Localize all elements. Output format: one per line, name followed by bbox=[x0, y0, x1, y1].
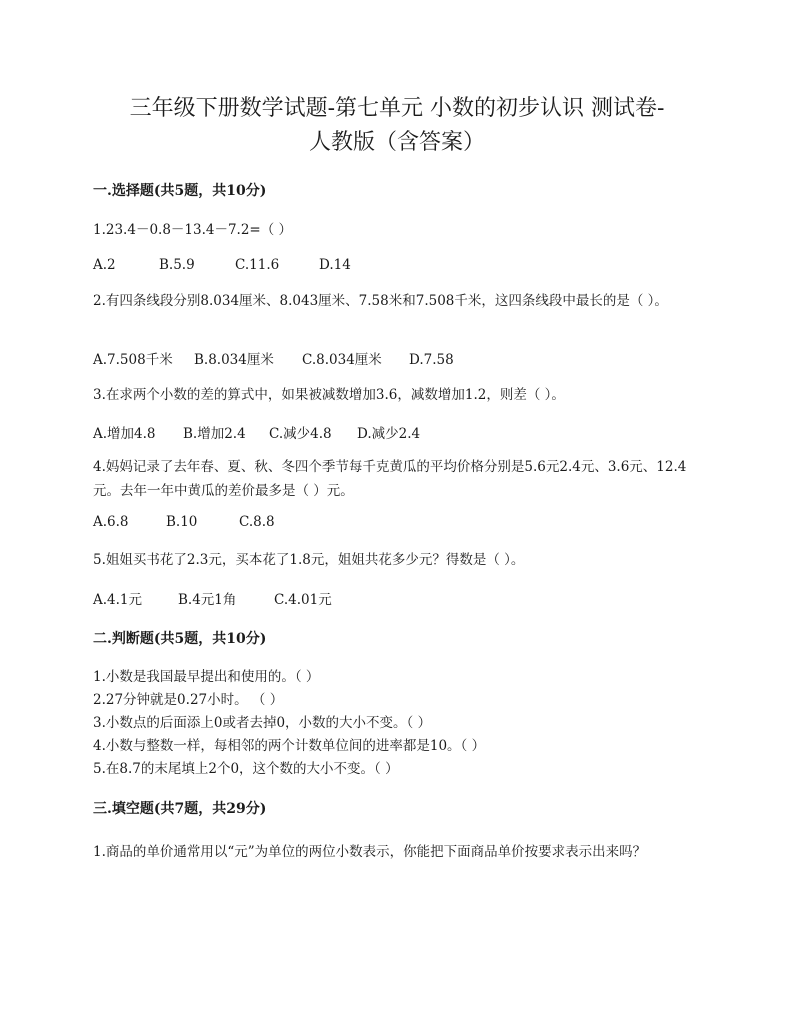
option-a: A.6.8 bbox=[93, 514, 129, 530]
options-1-5 bbox=[93, 588, 332, 608]
section-heading-choice: 一.选择题(共5题，共10分) bbox=[93, 183, 267, 199]
option-d: D.减少2.4 bbox=[357, 426, 421, 442]
section-heading-judgement: 二.判断题(共5题，共10分) bbox=[93, 631, 267, 647]
judgement-item: 1.小数是我国最早提出和使用的。（ ） bbox=[93, 669, 320, 685]
option-c: C.4.01元 bbox=[274, 592, 332, 608]
options-1-2 bbox=[93, 348, 454, 368]
judgement-item: 2.27分钟就是0.27小时。 （ ） bbox=[93, 692, 284, 708]
section-heading-fill: 三.填空题(共7题，共29分) bbox=[93, 801, 267, 817]
judgement-item: 3.小数点的后面添上0或者去掉0，小数的大小不变。（ ） bbox=[93, 715, 432, 731]
judgement-item: 4.小数与整数一样，每相邻的两个计数单位间的进率都是10。（ ） bbox=[93, 738, 486, 754]
title-line-2: 人教版（含答案） bbox=[308, 130, 485, 155]
option-b: B.5.9 bbox=[159, 257, 195, 273]
options-1-3 bbox=[93, 422, 420, 442]
option-a: A.4.1元 bbox=[93, 592, 143, 608]
option-c: C.8.034厘米 bbox=[302, 352, 382, 368]
option-d: D.7.58 bbox=[409, 352, 454, 368]
option-c: C.减少4.8 bbox=[269, 426, 332, 442]
judgement-list bbox=[93, 666, 485, 781]
question-1-2: 2.有四条线段分别8.034厘米、8.043厘米、7.58米和7.508千米，这四条线段中最长的是（ ）。 bbox=[93, 293, 668, 309]
option-a: A.7.508千米 bbox=[93, 352, 173, 368]
option-b: B.10 bbox=[166, 514, 198, 530]
option-a: A.增加4.8 bbox=[93, 426, 156, 442]
option-c: C.8.8 bbox=[239, 514, 275, 530]
title-line-1: 三年级下册数学试题-第七单元 小数的初步认识 测试卷- bbox=[129, 96, 665, 121]
options-1-4 bbox=[93, 514, 275, 530]
question-1-3: 3.在求两个小数的差的算式中，如果被减数增加3.6，减数增加1.2，则差（ ）。 bbox=[93, 387, 565, 403]
question-3-1: 1.商品的单价通常用以“元”为单位的两位小数表示，你能把下面商品单价按要求表示出来吗？ bbox=[93, 844, 647, 860]
options-1-1 bbox=[93, 257, 351, 273]
option-c: C.11.6 bbox=[235, 257, 280, 273]
option-a: A.2 bbox=[93, 257, 116, 273]
question-1-5: 5.姐姐买书花了2.3元，买本花了1.8元，姐姐共花多少元？得数是（ ）。 bbox=[93, 552, 525, 568]
option-b: B.4元1角 bbox=[178, 592, 237, 608]
document-title bbox=[90, 92, 704, 160]
option-b: B.增加2.4 bbox=[183, 426, 246, 442]
question-1-4: 4.妈妈记录了去年春、夏、秋、冬四个季节每千克黄瓜的平均价格分别是5.6元2.4元、3.6元、12.4元。去年一年中黄瓜的差价最多是（ ）元。 bbox=[93, 459, 687, 499]
judgement-item: 5.在8.7的末尾填上2个0，这个数的大小不变。（ ） bbox=[93, 761, 399, 777]
option-b: B.8.034厘米 bbox=[194, 352, 274, 368]
option-d: D.14 bbox=[319, 257, 351, 273]
question-1-1: 1.23.4－0.8－13.4－7.2=（ ） bbox=[93, 222, 293, 238]
